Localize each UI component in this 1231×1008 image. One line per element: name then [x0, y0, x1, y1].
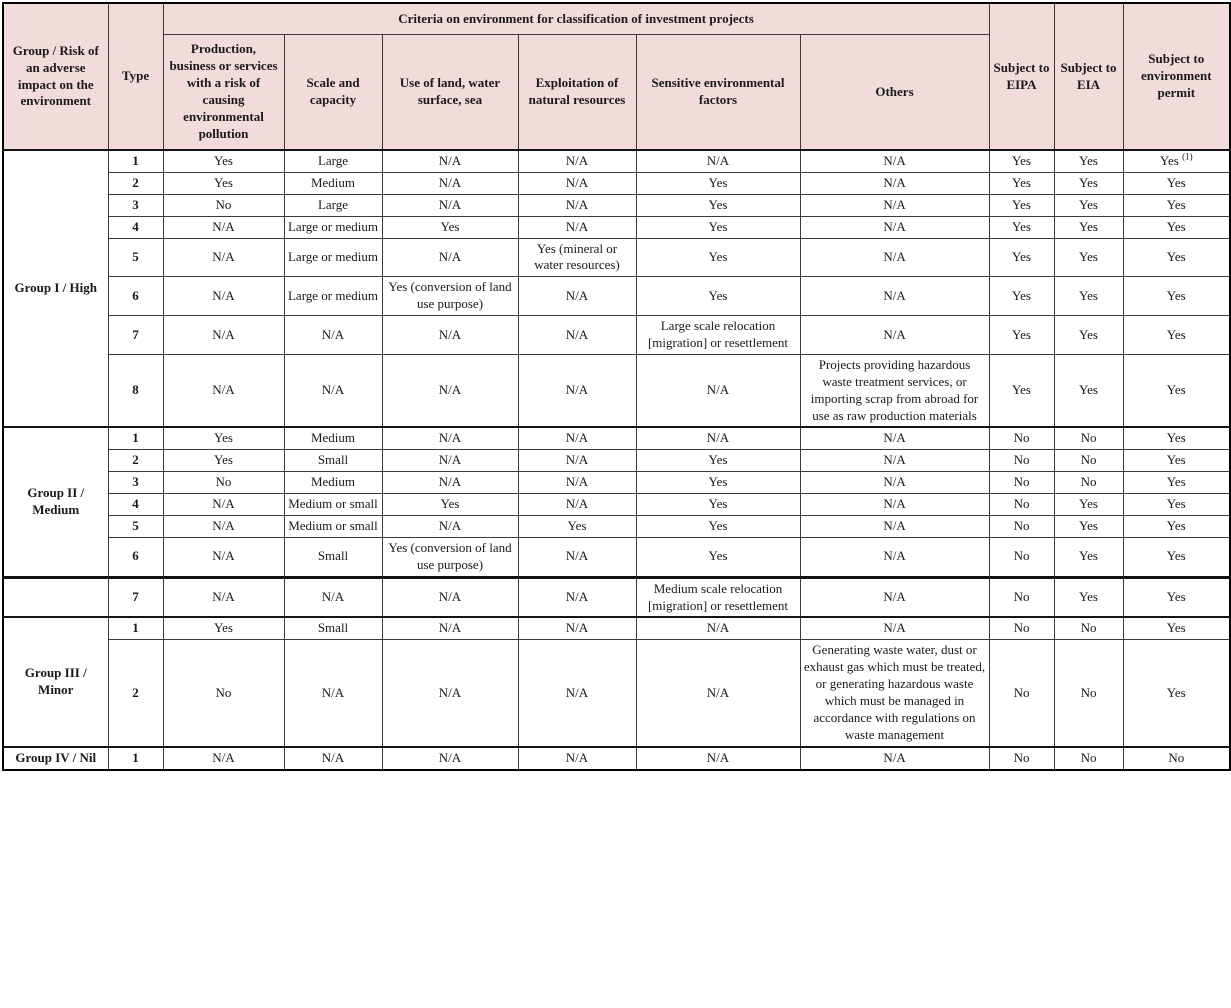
scale-capacity-cell: N/A [284, 316, 382, 355]
col-header-type: Type [108, 3, 163, 150]
type-cell: 4 [108, 494, 163, 516]
eipa-cell: No [989, 494, 1054, 516]
scale-capacity-cell: Medium or small [284, 494, 382, 516]
production-pollution-cell: N/A [163, 216, 284, 238]
others-cell: N/A [800, 450, 989, 472]
use-of-land-cell: N/A [382, 172, 518, 194]
type-cell: 7 [108, 316, 163, 355]
col-header-permit: Subject to environment permit [1123, 3, 1230, 150]
col-header-use-of-land: Use of land, water surface, sea [382, 35, 518, 151]
table-row [3, 427, 1230, 449]
col-header-criteria-span: Criteria on environment for classification of investment projects [163, 3, 989, 35]
use-of-land-cell: N/A [382, 427, 518, 449]
eia-cell: Yes [1054, 150, 1123, 172]
use-of-land-cell: N/A [382, 450, 518, 472]
eia-cell: No [1054, 450, 1123, 472]
use-of-land-cell: N/A [382, 577, 518, 617]
scale-capacity-cell: Large or medium [284, 238, 382, 277]
scale-capacity-cell: Medium [284, 472, 382, 494]
col-header-eia: Subject to EIA [1054, 3, 1123, 150]
production-pollution-cell: Yes [163, 172, 284, 194]
others-cell: N/A [800, 427, 989, 449]
exploitation-cell: N/A [518, 472, 636, 494]
scale-capacity-cell: N/A [284, 354, 382, 427]
table-row [3, 316, 1230, 355]
eipa-cell: Yes [989, 172, 1054, 194]
use-of-land-cell: N/A [382, 640, 518, 747]
permit-cell: Yes [1123, 316, 1230, 355]
col-header-sensitive-factors: Sensitive environmental factors [636, 35, 800, 151]
type-cell: 1 [108, 150, 163, 172]
col-header-exploitation-resources: Exploitation of natural resources [518, 35, 636, 151]
production-pollution-cell: N/A [163, 516, 284, 538]
eipa-cell: No [989, 617, 1054, 639]
exploitation-cell: N/A [518, 427, 636, 449]
type-cell: 1 [108, 427, 163, 449]
scale-capacity-cell: Large or medium [284, 277, 382, 316]
eia-cell: Yes [1054, 494, 1123, 516]
permit-cell: Yes [1123, 617, 1230, 639]
others-cell: N/A [800, 150, 989, 172]
exploitation-cell: N/A [518, 494, 636, 516]
exploitation-cell: N/A [518, 747, 636, 770]
table-row [3, 640, 1230, 747]
exploitation-cell: N/A [518, 172, 636, 194]
production-pollution-cell: N/A [163, 494, 284, 516]
others-cell: N/A [800, 577, 989, 617]
scale-capacity-cell: Small [284, 537, 382, 577]
production-pollution-cell: N/A [163, 747, 284, 770]
table-row [3, 472, 1230, 494]
exploitation-cell: N/A [518, 450, 636, 472]
exploitation-cell: N/A [518, 277, 636, 316]
permit-cell: Yes [1123, 640, 1230, 747]
others-cell: N/A [800, 494, 989, 516]
table-row [3, 150, 1230, 172]
type-cell: 5 [108, 516, 163, 538]
permit-cell: Yes [1123, 577, 1230, 617]
sensitive-factors-cell: N/A [636, 427, 800, 449]
table-row [3, 577, 1230, 617]
use-of-land-cell: N/A [382, 516, 518, 538]
sensitive-factors-cell: N/A [636, 640, 800, 747]
group-label: Group II / Medium [3, 427, 108, 577]
type-cell: 8 [108, 354, 163, 427]
eia-cell: Yes [1054, 194, 1123, 216]
exploitation-cell: N/A [518, 640, 636, 747]
exploitation-cell: N/A [518, 194, 636, 216]
scale-capacity-cell: N/A [284, 747, 382, 770]
others-cell: N/A [800, 747, 989, 770]
others-cell: N/A [800, 194, 989, 216]
scale-capacity-cell: Small [284, 450, 382, 472]
eia-cell: Yes [1054, 516, 1123, 538]
group-label [3, 577, 108, 617]
eia-cell: Yes [1054, 216, 1123, 238]
use-of-land-cell: N/A [382, 617, 518, 639]
table-row [3, 617, 1230, 639]
type-cell: 2 [108, 450, 163, 472]
sensitive-factors-cell: Yes [636, 172, 800, 194]
production-pollution-cell: Yes [163, 427, 284, 449]
scale-capacity-cell: N/A [284, 577, 382, 617]
sensitive-factors-cell: Yes [636, 277, 800, 316]
sensitive-factors-cell: Yes [636, 450, 800, 472]
col-header-group: Group / Risk of an adverse impact on the environment [3, 3, 108, 150]
col-header-scale-capacity: Scale and capacity [284, 35, 382, 151]
production-pollution-cell: No [163, 472, 284, 494]
permit-cell: Yes [1123, 238, 1230, 277]
table-row [3, 537, 1230, 577]
use-of-land-cell: N/A [382, 150, 518, 172]
group-label: Group I / High [3, 150, 108, 427]
table-row [3, 172, 1230, 194]
type-cell: 2 [108, 172, 163, 194]
sensitive-factors-cell: N/A [636, 354, 800, 427]
type-cell: 1 [108, 747, 163, 770]
use-of-land-cell: Yes [382, 216, 518, 238]
type-cell: 4 [108, 216, 163, 238]
eipa-cell: Yes [989, 354, 1054, 427]
type-cell: 1 [108, 617, 163, 639]
sensitive-factors-cell: Yes [636, 238, 800, 277]
permit-cell: Yes [1123, 472, 1230, 494]
sensitive-factors-cell: Yes [636, 494, 800, 516]
use-of-land-cell: N/A [382, 238, 518, 277]
header-row-top [3, 3, 1230, 35]
others-cell: N/A [800, 516, 989, 538]
others-cell: N/A [800, 216, 989, 238]
table-header [3, 3, 1230, 150]
col-header-eipa: Subject to EIPA [989, 3, 1054, 150]
sensitive-factors-cell: Medium scale relocation [migration] or resettlement [636, 577, 800, 617]
production-pollution-cell: Yes [163, 150, 284, 172]
production-pollution-cell: Yes [163, 617, 284, 639]
permit-cell: Yes [1123, 494, 1230, 516]
exploitation-cell: N/A [518, 150, 636, 172]
sensitive-factors-cell: N/A [636, 150, 800, 172]
eipa-cell: No [989, 747, 1054, 770]
use-of-land-cell: N/A [382, 472, 518, 494]
eipa-cell: Yes [989, 238, 1054, 277]
others-cell: Generating waste water, dust or exhaust gas which must be treated, or generating hazardous waste which must be managed in accordance with regulations on waste management [800, 640, 989, 747]
eipa-cell: No [989, 537, 1054, 577]
table-row [3, 516, 1230, 538]
use-of-land-cell: Yes (conversion of land use purpose) [382, 537, 518, 577]
type-cell: 7 [108, 577, 163, 617]
type-cell: 3 [108, 194, 163, 216]
exploitation-cell: Yes [518, 516, 636, 538]
use-of-land-cell: Yes [382, 494, 518, 516]
others-cell: N/A [800, 316, 989, 355]
permit-cell: No [1123, 747, 1230, 770]
eipa-cell: No [989, 516, 1054, 538]
permit-cell: Yes [1123, 172, 1230, 194]
use-of-land-cell: N/A [382, 354, 518, 427]
eia-cell: Yes [1054, 577, 1123, 617]
col-header-others: Others [800, 35, 989, 151]
table-row [3, 450, 1230, 472]
eia-cell: Yes [1054, 354, 1123, 427]
eia-cell: No [1054, 472, 1123, 494]
table-row [3, 494, 1230, 516]
production-pollution-cell: No [163, 640, 284, 747]
exploitation-cell: N/A [518, 537, 636, 577]
others-cell: N/A [800, 537, 989, 577]
eia-cell: No [1054, 617, 1123, 639]
table-row [3, 194, 1230, 216]
type-cell: 5 [108, 238, 163, 277]
use-of-land-cell: N/A [382, 747, 518, 770]
table-row [3, 238, 1230, 277]
others-cell: N/A [800, 277, 989, 316]
production-pollution-cell: N/A [163, 577, 284, 617]
eia-cell: No [1054, 427, 1123, 449]
permit-cell: Yes [1123, 537, 1230, 577]
eia-cell: Yes [1054, 277, 1123, 316]
eipa-cell: Yes [989, 150, 1054, 172]
scale-capacity-cell: Large [284, 150, 382, 172]
permit-cell: Yes [1123, 354, 1230, 427]
type-cell: 3 [108, 472, 163, 494]
scale-capacity-cell: Medium [284, 427, 382, 449]
eia-cell: Yes [1054, 316, 1123, 355]
permit-cell: Yes [1123, 216, 1230, 238]
table-row [3, 277, 1230, 316]
eipa-cell: No [989, 472, 1054, 494]
permit-cell: Yes [1123, 516, 1230, 538]
sensitive-factors-cell: Yes [636, 194, 800, 216]
permit-cell: Yes $^{(1)}$ [1123, 150, 1230, 172]
scale-capacity-cell: Large or medium [284, 216, 382, 238]
eipa-cell: No [989, 640, 1054, 747]
eipa-cell: No [989, 450, 1054, 472]
exploitation-cell: N/A [518, 617, 636, 639]
eia-cell: Yes [1054, 238, 1123, 277]
permit-cell: Yes [1123, 194, 1230, 216]
others-cell: N/A [800, 617, 989, 639]
others-cell: N/A [800, 172, 989, 194]
eipa-cell: Yes [989, 316, 1054, 355]
use-of-land-cell: N/A [382, 194, 518, 216]
eipa-cell: No [989, 427, 1054, 449]
others-cell: N/A [800, 238, 989, 277]
type-cell: 6 [108, 537, 163, 577]
sensitive-factors-cell: Yes [636, 537, 800, 577]
scale-capacity-cell: Large [284, 194, 382, 216]
sensitive-factors-cell: Yes [636, 216, 800, 238]
footnote-marker: (1) [1182, 151, 1193, 162]
permit-cell: Yes [1123, 427, 1230, 449]
permit-cell: Yes [1123, 450, 1230, 472]
scale-capacity-cell: Small [284, 617, 382, 639]
col-header-production-pollution: Production, business or services with a risk of causing environmental pollution [163, 35, 284, 151]
exploitation-cell: Yes (mineral or water resources) [518, 238, 636, 277]
group-label: Group III / Minor [3, 617, 108, 746]
eipa-cell: Yes [989, 194, 1054, 216]
production-pollution-cell: N/A [163, 277, 284, 316]
others-cell: Projects providing hazardous waste treatment services, or importing scrap from abroad for use as raw production materials [800, 354, 989, 427]
sensitive-factors-cell: N/A [636, 617, 800, 639]
permit-cell: Yes [1123, 277, 1230, 316]
eia-cell: Yes [1054, 537, 1123, 577]
group-label: Group IV / Nil [3, 747, 108, 770]
exploitation-cell: N/A [518, 216, 636, 238]
production-pollution-cell: N/A [163, 354, 284, 427]
scale-capacity-cell: N/A [284, 640, 382, 747]
eipa-cell: Yes [989, 216, 1054, 238]
scale-capacity-cell: Medium [284, 172, 382, 194]
eipa-cell: No [989, 577, 1054, 617]
sensitive-factors-cell: Yes [636, 516, 800, 538]
classification-table [2, 2, 1231, 771]
table-row [3, 747, 1230, 770]
eia-cell: Yes [1054, 172, 1123, 194]
scale-capacity-cell: Medium or small [284, 516, 382, 538]
table-body [3, 150, 1230, 770]
type-cell: 2 [108, 640, 163, 747]
sensitive-factors-cell: N/A [636, 747, 800, 770]
exploitation-cell: N/A [518, 354, 636, 427]
production-pollution-cell: No [163, 194, 284, 216]
production-pollution-cell: N/A [163, 238, 284, 277]
others-cell: N/A [800, 472, 989, 494]
type-cell: 6 [108, 277, 163, 316]
eia-cell: No [1054, 747, 1123, 770]
sensitive-factors-cell: Yes [636, 472, 800, 494]
table-row [3, 216, 1230, 238]
use-of-land-cell: N/A [382, 316, 518, 355]
exploitation-cell: N/A [518, 577, 636, 617]
eia-cell: No [1054, 640, 1123, 747]
exploitation-cell: N/A [518, 316, 636, 355]
eipa-cell: Yes [989, 277, 1054, 316]
table-row [3, 354, 1230, 427]
production-pollution-cell: Yes [163, 450, 284, 472]
use-of-land-cell: Yes (conversion of land use purpose) [382, 277, 518, 316]
production-pollution-cell: N/A [163, 537, 284, 577]
production-pollution-cell: N/A [163, 316, 284, 355]
sensitive-factors-cell: Large scale relocation [migration] or resettlement [636, 316, 800, 355]
